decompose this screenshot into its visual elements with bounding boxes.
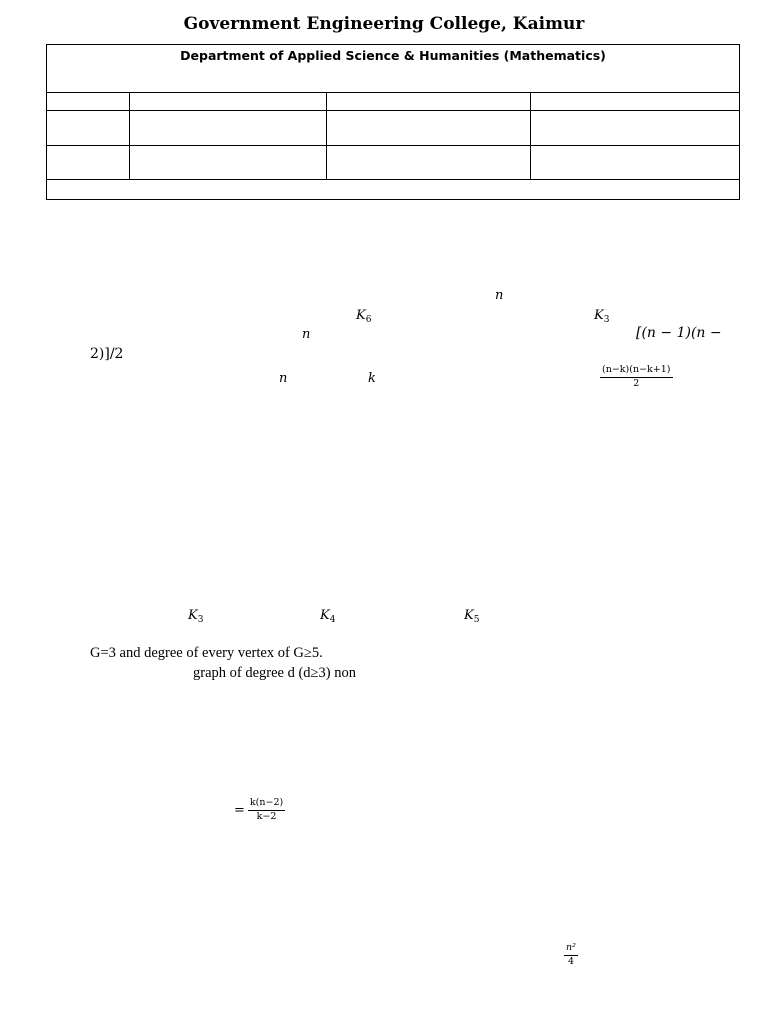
college-title: Government Engineering College, Kaimur [183, 14, 585, 34]
table-cell [327, 146, 531, 180]
table-cell [47, 111, 130, 146]
math-expression: [(n − 1)(n − [636, 325, 722, 341]
math-k4: $K_4$ [320, 608, 336, 625]
fraction-expression: $\frac{(n-k)(n-k+1)}{2}$ [602, 364, 671, 389]
table-cell [327, 111, 531, 146]
header-table [46, 44, 740, 200]
table-cell [327, 93, 531, 111]
table-cell [130, 146, 327, 180]
table-cell [47, 180, 740, 200]
math-k: k [368, 371, 376, 386]
fraction-expression: $\frac{k(n-2)}{k-2}$ [249, 797, 284, 822]
math-k3: $K_3$ [188, 608, 204, 625]
fraction-equation [234, 798, 285, 823]
table-cell [130, 93, 327, 111]
table-cell [47, 93, 130, 111]
table-cell [47, 146, 130, 180]
math-k3: $K_3$ [594, 308, 610, 325]
math-k5: $K_5$ [464, 608, 480, 625]
math-n: n [279, 371, 288, 386]
table-cell [531, 146, 740, 180]
math-expression-continued: 2)]/2 [90, 346, 124, 362]
math-k6: $K_6$ [356, 308, 372, 325]
department-name: Department of Applied Science & Humanities (Mathematics) [47, 45, 740, 93]
table-cell [531, 93, 740, 111]
math-n: n [495, 288, 504, 303]
equals-sign: = [234, 802, 245, 818]
fraction-expression: $\frac{\text{n²}}{4}$ [566, 942, 576, 967]
table-cell [130, 111, 327, 146]
table-cell [531, 111, 740, 146]
math-n: n [302, 327, 311, 342]
statement-text: graph of degree d (d≥3) non [193, 665, 356, 681]
statement-text: G=3 and degree of every vertex of G≥5. [90, 645, 323, 661]
